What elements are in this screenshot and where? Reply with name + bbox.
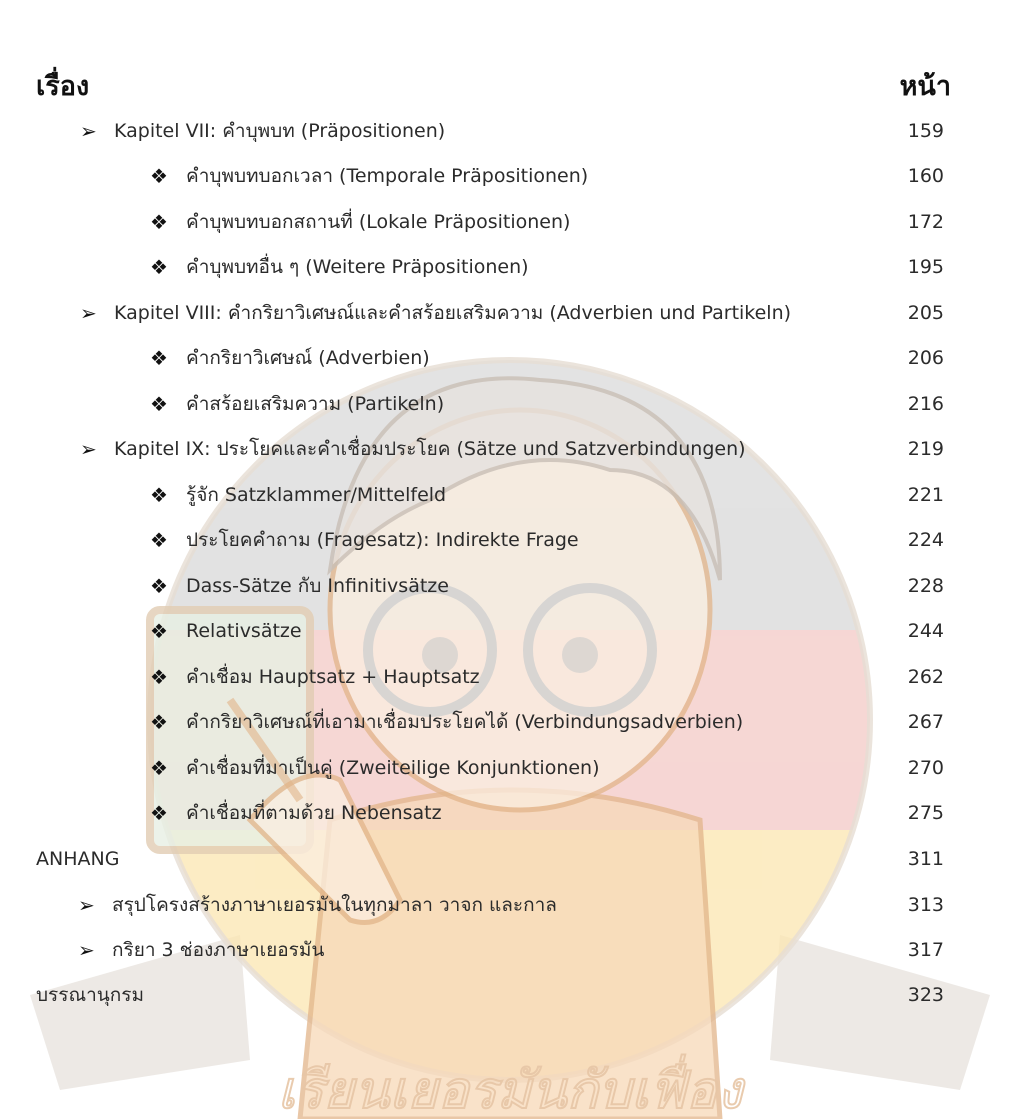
- entry-title: คำเชื่อมที่ตามด้วย Nebensatz: [186, 802, 442, 824]
- entry-title: คำเชื่อม Hauptsatz + Hauptsatz: [186, 666, 480, 688]
- toc-entry-bibliography[interactable]: [0, 977, 1021, 1013]
- diamond-bullet-icon: ❖: [150, 392, 168, 416]
- entry-page: 195: [907, 256, 944, 278]
- toc-entry[interactable]: [0, 750, 1021, 786]
- entry-page: 262: [907, 666, 944, 688]
- arrow-bullet-icon: ➢: [80, 301, 97, 325]
- toc-entry[interactable]: [0, 613, 1021, 649]
- entry-page: 270: [907, 757, 944, 779]
- entry-page: 311: [907, 848, 944, 870]
- toc-entry[interactable]: [0, 158, 1021, 194]
- topic-column-heading: เรื่อง: [36, 71, 90, 102]
- entry-title: กริยา 3 ช่องภาษาเยอรมัน: [112, 939, 325, 961]
- entry-page: 224: [907, 529, 944, 551]
- toc-entry[interactable]: [0, 704, 1021, 740]
- toc-entry[interactable]: [0, 887, 1021, 923]
- entry-title: คำสร้อยเสริมความ (Partikeln): [186, 393, 445, 415]
- entry-title: คำเชื่อมที่มาเป็นคู่ (Zweiteilige Konjunktionen): [186, 757, 600, 779]
- toc-header: [0, 64, 1021, 108]
- entry-page: 159: [907, 120, 944, 142]
- diamond-bullet-icon: ❖: [150, 574, 168, 598]
- diamond-bullet-icon: ❖: [150, 483, 168, 507]
- entry-title: รู้จัก Satzklammer/Mittelfeld: [186, 484, 447, 506]
- arrow-bullet-icon: ➢: [78, 938, 95, 962]
- toc-entry[interactable]: [0, 795, 1021, 831]
- entry-title: บรรณานุกรม: [36, 984, 144, 1006]
- entry-page: 313: [907, 894, 944, 916]
- toc-entry[interactable]: [0, 477, 1021, 513]
- diamond-bullet-icon: ❖: [150, 346, 168, 370]
- toc-entry[interactable]: [0, 659, 1021, 695]
- diamond-bullet-icon: ❖: [150, 255, 168, 279]
- entry-page: 228: [907, 575, 944, 597]
- toc-entry[interactable]: [0, 568, 1021, 604]
- entry-page: 160: [907, 165, 944, 187]
- entry-title: Dass-Sätze กับ Infinitivsätze: [186, 575, 449, 597]
- entry-page: 244: [907, 620, 944, 642]
- entry-title: Kapitel IX: ประโยคและคำเชื่อมประโยค (Sätze und Satzverbindungen): [114, 438, 746, 460]
- entry-title: สรุปโครงสร้างภาษาเยอรมันในทุกมาลา วาจก และกาล: [112, 894, 557, 916]
- entry-page: 216: [907, 393, 944, 415]
- entry-title: คำบุพบทบอกสถานที่ (Lokale Präpositionen): [186, 211, 571, 233]
- entry-title: Kapitel VII: คำบุพบท (Präpositionen): [114, 120, 446, 142]
- entry-title: คำกริยาวิเศษณ์ (Adverbien): [186, 347, 430, 369]
- arrow-bullet-icon: ➢: [80, 119, 97, 143]
- entry-title: ประโยคคำถาม (Fragesatz): Indirekte Frage: [186, 529, 579, 551]
- entry-page: 275: [907, 802, 944, 824]
- arrow-bullet-icon: ➢: [80, 437, 97, 461]
- toc-entry[interactable]: [0, 340, 1021, 376]
- diamond-bullet-icon: ❖: [150, 210, 168, 234]
- toc-entry[interactable]: [0, 932, 1021, 968]
- watermark-text: เรียนเยอรมันกับเฟื่อง: [277, 1061, 743, 1119]
- entry-page: 172: [907, 211, 944, 233]
- toc-entry[interactable]: [0, 249, 1021, 285]
- diamond-bullet-icon: ❖: [150, 710, 168, 734]
- entry-page: 206: [907, 347, 944, 369]
- entry-page: 323: [907, 984, 944, 1006]
- entry-page: 205: [907, 302, 944, 324]
- entry-page: 317: [907, 939, 944, 961]
- toc-entry-anhang[interactable]: [0, 841, 1021, 877]
- entry-title: ANHANG: [36, 848, 120, 870]
- toc-entry-kapitel-ix[interactable]: [0, 431, 1021, 467]
- toc-entry[interactable]: [0, 386, 1021, 422]
- entry-title: Relativsätze: [186, 620, 302, 642]
- page-column-heading: หน้า: [899, 71, 951, 102]
- entry-page: 267: [907, 711, 944, 733]
- entry-title: คำบุพบทอื่น ๆ (Weitere Präpositionen): [186, 256, 529, 278]
- diamond-bullet-icon: ❖: [150, 801, 168, 825]
- entry-title: คำบุพบทบอกเวลา (Temporale Präpositionen): [186, 165, 589, 187]
- entry-title: Kapitel VIII: คำกริยาวิเศษณ์และคำสร้อยเสริมความ (Adverbien und Partikeln): [114, 302, 792, 324]
- toc-entry-kapitel-vii[interactable]: [0, 113, 1021, 149]
- arrow-bullet-icon: ➢: [78, 893, 95, 917]
- diamond-bullet-icon: ❖: [150, 164, 168, 188]
- toc-entry[interactable]: [0, 522, 1021, 558]
- diamond-bullet-icon: ❖: [150, 619, 168, 643]
- diamond-bullet-icon: ❖: [150, 528, 168, 552]
- entry-title: คำกริยาวิเศษณ์ที่เอามาเชื่อมประโยคได้ (Verbindungsadverbien): [186, 711, 744, 733]
- entry-page: 221: [907, 484, 944, 506]
- diamond-bullet-icon: ❖: [150, 756, 168, 780]
- diamond-bullet-icon: ❖: [150, 665, 168, 689]
- toc-entry-kapitel-viii[interactable]: [0, 295, 1021, 331]
- toc-entry[interactable]: [0, 204, 1021, 240]
- entry-page: 219: [907, 438, 944, 460]
